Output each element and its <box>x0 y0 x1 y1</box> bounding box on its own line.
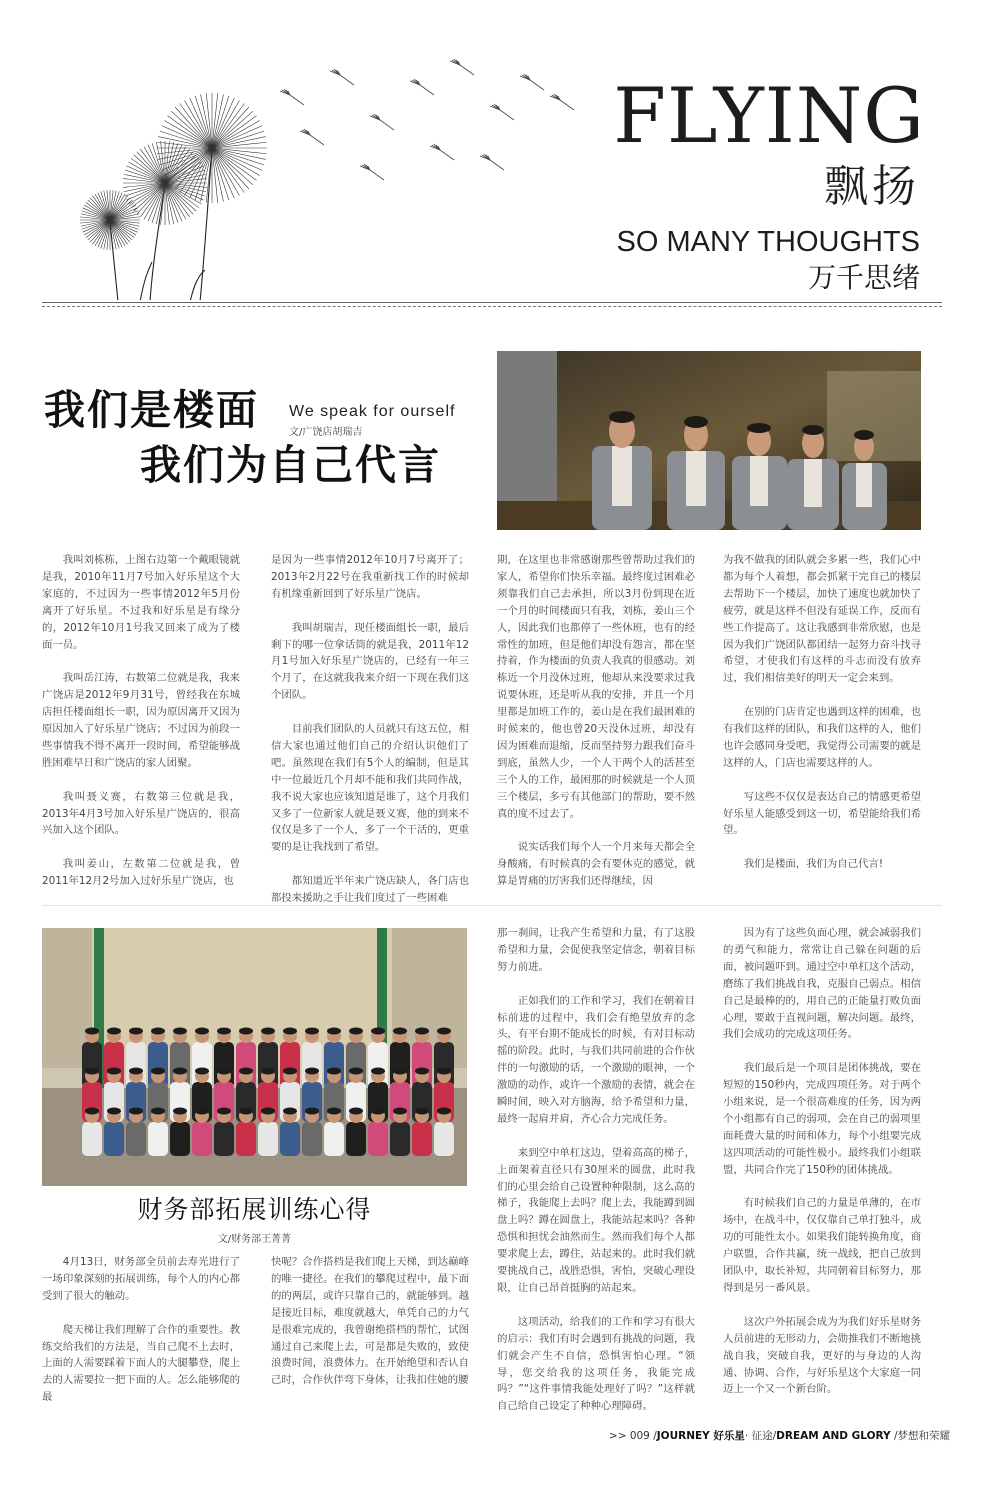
article2-column-1 <box>42 1254 240 1423</box>
article2-column-4 <box>723 925 921 1415</box>
header-divider <box>42 302 942 303</box>
section-divider <box>42 905 942 906</box>
paragraph: 目前我们团队的人员就只有这五位，相信大家也通过他们自己的介绍认识他们了吧。虽然现在我们有5个人的编制，但是其中一位最近几个月却不能和我们共同作战，我不说大家也应该知道是谁了，这个月我们又多了一位新家人就是聂义赛，他的到来不仅仅是多了一个人，多了一个干活的，更重要的是让我找到了希望。 <box>271 723 469 854</box>
header-divider-dashed <box>42 306 942 307</box>
article2-column-3 <box>497 925 695 1432</box>
paragraph: 期，在这里也非常感谢那些曾帮助过我们的家人，希望你们快乐幸福。最终度过困难必须靠我们自己去承担，所以3月份到现在近一个月的时间楼面只有我，刘栋，姜山三个人，因此我们也都停了一些休班，也有的经常性的加班，但是他们却没有怨言，都在坚持着，作为楼面的负责人我真的很感动。刘栋近一个月没休过班，他却从来没要求过我说要休班，还是听从我的安排，并且一个月里都是加班工作的，姜山是在我们最困难的时候来的，他也曾20天没休过班，却没有因为困难而退缩，反而坚持努力跟我们奋斗到底，虽然人少，一个人干两个人的活甚至三个人的工作，最困那的时候就是一个人顶三个楼层，多亏有其他部门的帮助，要不然真的度不过去了。 <box>497 554 695 820</box>
paragraph: 我叫胡瑞吉，现任楼面组长一职，最后剩下的哪一位拿话筒的就是我，2011年12月1号加入好乐星广饶店的，已经有一年三个月了，在这就我我来介绍一下现在我们这个团队。 <box>271 621 469 702</box>
paragraph: 我们是楼面，我们为自己代言! <box>743 858 884 871</box>
paragraph: 在别的门店肯定也遇到这样的困难，也有我们这样的团队，和我们这样的人，他们也许会感同身受吧，我觉得公司需要的就是这样的人，门店也需要这样的人。 <box>723 706 921 769</box>
footer-journey: JOURNEY 好乐星 <box>656 1430 745 1442</box>
paragraph: 我叫岳江涛，右数第二位就是我，我来广饶店是2012年9月31号，曾经我在东城店担任楼面组长一职，因为原因离开又因为原因加入了好乐星广饶店；不过因为前段一些事情我不得不离开一段时间，希望能够战胜困难早日和广饶店的家人团聚。 <box>42 672 240 769</box>
paragraph: 来到空中单杠这边，望着高高的梯子，上面架着直径只有30厘米的圆盘，此时我们的心里会给自己设置种种限制，这么高的梯子，我能爬上去吗？爬上去，我能蹲到圆盘上吗？蹲在圆盘上，我能站起来吗？各种恐惧和担忧会油然而生。然而我们每个人都要求爬上去，蹲住，站起来的。此时我们就要挑战自己，战胜恐惧，害怕，突破心理设限，让自己昂首挺胸的站起来。 <box>497 1146 695 1294</box>
footer-seg2: /梦想和荣耀 <box>890 1430 950 1442</box>
paragraph: 快呢？合作搭档是我们爬上天梯，到达巅峰的唯一捷径。在我们的攀爬过程中，最下面的的两层，或许只靠自己的，就能够到。越是接近目标，难度就越大，单凭自己的力气是很难完成的，我曾谢绝搭档的帮忙，试图通过自己来爬上去，可是都是失败的，致使浪费时间，浪费体力。在开始绝望和否认自己时，合作伙伴弯下身体，让我扣住她的腰 <box>271 1256 469 1387</box>
header-flying: FLYING <box>613 71 925 160</box>
paragraph: 为我不做我的团队就会多累一些，我们心中都为每个人着想，都会抓紧干完自己的楼层去帮助下一个楼层，加快了速度也就加快了疲劳，就是这样不但没有延误工作，反而有些工作提高了。这让我感到非常欣慰，也是因为我们广饶团队都团结一起努力奋斗找寻希望，才使我们有这样的斗志而没有放弃过，我们相信美好的明天一定会来到。 <box>723 554 921 685</box>
article1-column-4 <box>723 552 921 890</box>
article1-byline: 文/广饶店胡瑞吉 <box>289 427 363 438</box>
paragraph: 因为有了这些负面心理，就会减弱我们的勇气和能力，常常让自己躲在问题的后面，被问题吓到。通过空中单杠这个活动，磨练了我们挑战自我，克服自己弱点。相信自己是最棒的的，用自己的正能量打败负面心理，要敢于直视问题，解决问题。最终，我们会成功的完成这项任务。 <box>723 927 921 1041</box>
header-flying-cn: 飘扬 <box>824 161 920 212</box>
paragraph: 写这些不仅仅是表达自己的情感更希望好乐星人能感受到这一切，希望能给我们希望。 <box>723 790 921 837</box>
footer-page-number: >> 009 / <box>608 1430 657 1442</box>
paragraph: 我叫姜山，左数第二位就是我，曾2011年12月2号加入过好乐星广饶店，也 <box>42 858 240 888</box>
paragraph: 正如我们的工作和学习，我们在朝着目标前进的过程中，我们会有绝望放弃的念头，有平台期不能成长的时候，有对目标动摇的阶段。此时，与我们共同前进的合作伙伴的一句激励的话，一个激励的眼神，一个激励的动作，或许一个激励的表情，就会在瞬时间，映入对方脑海，给予希望和力量，最终一起肩并肩，齐心合力完成任务。 <box>497 994 695 1125</box>
article1-column-2 <box>271 552 469 924</box>
paragraph: 我叫刘栋栋，上图右边第一个戴眼镜就是我，2010年11月7号加入好乐星这个大家庭的，不过因为一些事情2012年5月份离开了好乐星。不过我和好乐星是有缘分的，2012年10月1号我又回来了成为了楼面一员。 <box>42 554 240 651</box>
paragraph: 爬天梯让我们理解了合作的重要性。教练交给我们的方法是，当自己爬不上去时，上面的人需要踩着下面人的大腿攀登，爬上去的人需要拉一把下面的人。怎么能够爬的最 <box>42 1323 240 1404</box>
paragraph: 有时候我们自己的力量是单薄的，在市场中，在战斗中，仅仅靠自己单打独斗，成功的可能性太小。如果我们能转换角度，商户联盟，合作共赢，统一战线，把自己放到团队中，取长补短，共同朝着目标努力，那得到是另一番风景。 <box>723 1197 921 1294</box>
article2-byline: 文/财务部王菁菁 <box>217 1234 292 1245</box>
article1-column-1 <box>42 552 240 907</box>
paragraph: 那一刹间，让我产生希望和力量，有了这股希望和力量，会促使我坚定信念，朝着目标努力前进。 <box>497 927 695 973</box>
paragraph: 这项活动，给我们的工作和学习有很大的启示：我们有时会遇到有挑战的问题，我们就会产生不自信，恐惧害怕心理。“领导，您交给我的这项任务，我能完成吗？”“这件事情我能处理好了吗？”这样就自己给自己设定了种种心理障碍。 <box>497 1315 695 1413</box>
footer-dream: DREAM AND GLORY <box>776 1430 891 1442</box>
paragraph: 这次户外拓展会成为为我们好乐星财务人员前进的无形动力，会勋推我们不断地挑战自我，突破自我，更好的与身边的人沟通、协调、合作，与好乐星这个大家庭一同迈上一个又一个新台阶。 <box>723 1315 921 1396</box>
header-subtitle-en: SO MANY THOUGHTS <box>616 226 920 258</box>
paragraph: 是因为一些事情2012年10月7号离开了；2013年2月22号在我重新找工作的时候却有机缘重新回到了好乐星广饶店。 <box>271 554 469 600</box>
paragraph: 我们最后是一个项目是团体挑战，要在短短的150秒内，完成四项任务。对于两个小组来说，是一个很高难度的任务，因为两个小组都有自己的弱项，会在自己的弱项里面耗费大量的时间和体力，每个小组要完成这四项活动的可能性极小。最终我们小组联盟，共同合作完了150秒的团体挑战。 <box>723 1062 921 1176</box>
paragraph: 4月13日，财务部全员前去寿光进行了一场印象深刻的拓展训练，每个人的内心都受到了很大的触动。 <box>42 1256 240 1302</box>
article2-column-2 <box>271 1254 469 1406</box>
team-photo <box>497 351 921 530</box>
page-footer <box>560 1428 950 1443</box>
group-photo <box>42 928 467 1186</box>
article1-title-line2: 我们为自己代言 <box>140 441 441 489</box>
article1-title-line1: 我们是楼面 <box>44 386 259 434</box>
article2-title: 财务部拓展训练心得 <box>137 1195 372 1224</box>
paragraph: 我叫聂义赛，右数第三位就是我，2013年4月3号加入好乐星广饶店的，很高兴加入这个团队。 <box>42 790 240 837</box>
dandelion-illustration <box>40 40 600 300</box>
paragraph: 说实话我们每个人一个月来每天都会全身酸痛，有时候真的会有要休克的感觉，就算是胃痛的厉害我们还得继续，因 <box>497 841 695 888</box>
article1-title-en: We speak for ourself <box>289 403 456 420</box>
footer-seg1: · 征途/ <box>744 1430 777 1442</box>
header-subtitle-cn: 万千思绪 <box>807 261 920 294</box>
article1-column-3 <box>497 552 695 907</box>
paragraph: 都知道近半年来广饶店缺人，各门店也都投来援助之手让我们度过了一些困难 <box>271 875 469 905</box>
